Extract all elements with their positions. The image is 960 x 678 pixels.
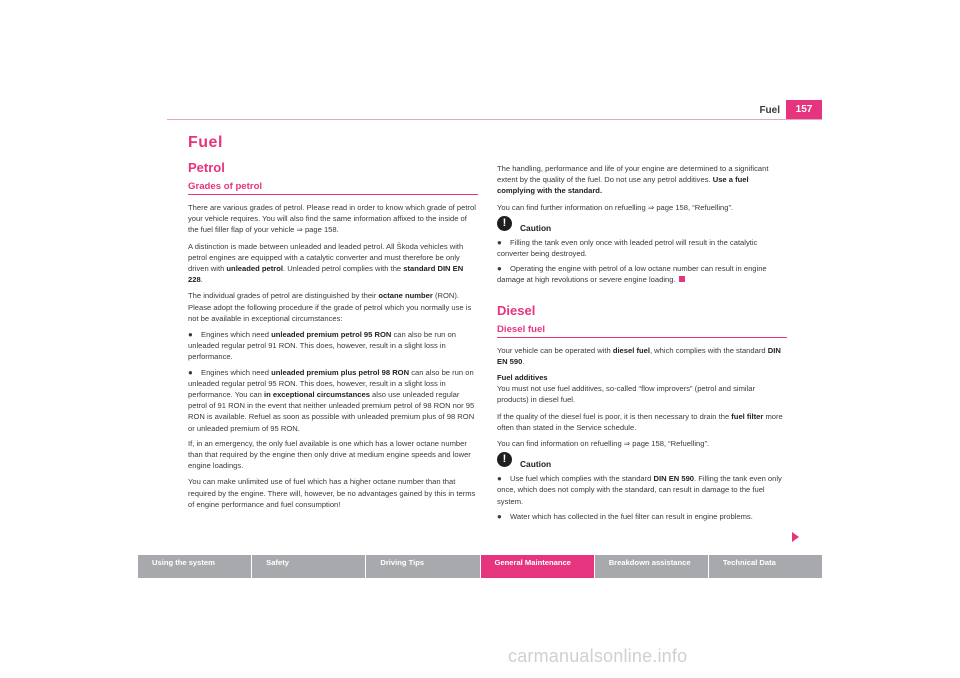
bullet-icon: ● xyxy=(497,474,502,484)
footer-nav xyxy=(138,555,822,578)
list-item: ● Use fuel which complies with the standard DIN EN 590. Filling the tank even only once, which does not comply with the standard, can result in damage to the fuel system. xyxy=(497,474,782,506)
warning-icon: ! xyxy=(497,452,512,467)
caution-heading xyxy=(497,216,787,234)
section-title-petrol: Petrol xyxy=(188,160,225,175)
chapter-title: Fuel xyxy=(188,134,223,151)
bullet-icon: ● xyxy=(188,367,193,377)
subsection-title-grades: Grades of petrol xyxy=(188,181,478,195)
header-section-title: Fuel xyxy=(759,105,780,116)
list-item: ● Engines which need unleaded premium plus petrol 98 RON can also be run on unleaded regular petrol 95 RON. This does, however, result in a slight loss in performance. You can in exceptional circumstances also use unleaded regular petrol of 91 RON in the event that neither unleaded premium petrol of 98 RON nor 95 RON is available. Refuel as soon as possible with unleaded premium plus of 98 RON or unleaded premium of 95 RON. xyxy=(188,367,475,433)
tab-general-maintenance[interactable]: General Maintenance xyxy=(481,555,594,578)
subsection-title-diesel-fuel: Diesel fuel xyxy=(497,324,787,338)
next-page-arrow-icon[interactable] xyxy=(792,532,799,542)
paragraph: A distinction is made between unleaded and leaded petrol. All Škoda vehicles with petrol engines are equipped with a catalytic converter and must therefore be only driven with unleaded petrol. Unleaded petrol complies with the standard DIN EN 228. xyxy=(188,241,464,285)
tab-safety[interactable]: Safety xyxy=(252,555,365,578)
left-column xyxy=(188,134,478,515)
bullet-icon: ● xyxy=(497,511,502,521)
bullet-icon: ● xyxy=(188,330,193,340)
paragraph: You can find information on refuelling ⇒ page 158, “Refuelling”. xyxy=(497,439,710,449)
bullet-icon: ● xyxy=(497,237,502,247)
paragraph: There are various grades of petrol. Please read in order to know which grade of petrol your vehicle requires. You will also find the same information affixed to the inside of the fuel filler flap of your vehicle ⇒ page 158. xyxy=(188,203,476,235)
watermark: carmanualsonline.info xyxy=(508,646,688,666)
caution-heading xyxy=(497,455,787,470)
paragraph: The handling, performance and life of your engine are determined to a significant extent by the quality of the fuel. Do not use any petrol additives. Use a fuel complying with the standard. xyxy=(497,164,769,196)
paragraph: You can make unlimited use of fuel which has a higher octane number than that required by the engine. There will, however, be no advantages gained by this in terms of engine performance and fuel consumption! xyxy=(188,477,476,509)
tab-driving-tips[interactable]: Driving Tips xyxy=(366,555,479,578)
list-item: ● Filling the tank even only once with leaded petrol will result in the catalytic converter being destroyed. xyxy=(497,237,758,259)
tab-using-the-system[interactable]: Using the system xyxy=(138,555,251,578)
tab-technical-data[interactable]: Technical Data xyxy=(709,555,822,578)
subheading-fuel-additives: Fuel additives xyxy=(497,373,548,383)
section-title-diesel: Diesel xyxy=(497,302,536,318)
section-end-icon xyxy=(679,276,685,282)
list-item: ● Water which has collected in the fuel filter can result in engine problems. xyxy=(497,511,753,521)
paragraph: You can find further information on refuelling ⇒ page 158, “Refuelling”. xyxy=(497,202,734,212)
paragraph: If, in an emergency, the only fuel available is one which has a lower octane number than that required by the engine then only drive at medium engine speeds and lower engine loadings. xyxy=(188,438,471,471)
right-column xyxy=(497,163,787,526)
bullet-icon: ● xyxy=(497,264,502,274)
caution-label: Caution xyxy=(520,222,552,233)
warning-icon: ! xyxy=(497,216,512,231)
list-item: ● Operating the engine with petrol of a low octane number can result in engine damage at high revolutions or severe engine loading. xyxy=(497,264,767,285)
paragraph: Your vehicle can be operated with diesel fuel, which complies with the standard DIN EN 590. xyxy=(497,345,781,366)
paragraph: If the quality of the diesel fuel is poor, it is then necessary to drain the fuel filter more often than stated in the Service schedule. xyxy=(497,411,783,432)
caution-label: Caution xyxy=(520,459,552,470)
list-item: ● Engines which need unleaded premium petrol 95 RON can also be run on unleaded regular petrol 91 RON. This does, however, result in a slight loss in performance. xyxy=(188,330,456,362)
tab-breakdown-assistance[interactable]: Breakdown assistance xyxy=(595,555,708,578)
paragraph: The individual grades of petrol are distinguished by their octane number (RON). Please adopt the following procedure if the grade of petrol which you normally use is not be available in exceptional circumstances: xyxy=(188,291,472,323)
paragraph: You must not use fuel additives, so-called “flow improvers” (petrol and similar products) in diesel fuel. xyxy=(497,384,756,405)
page-number-badge: 157 xyxy=(786,100,822,119)
header-rule xyxy=(167,119,822,120)
